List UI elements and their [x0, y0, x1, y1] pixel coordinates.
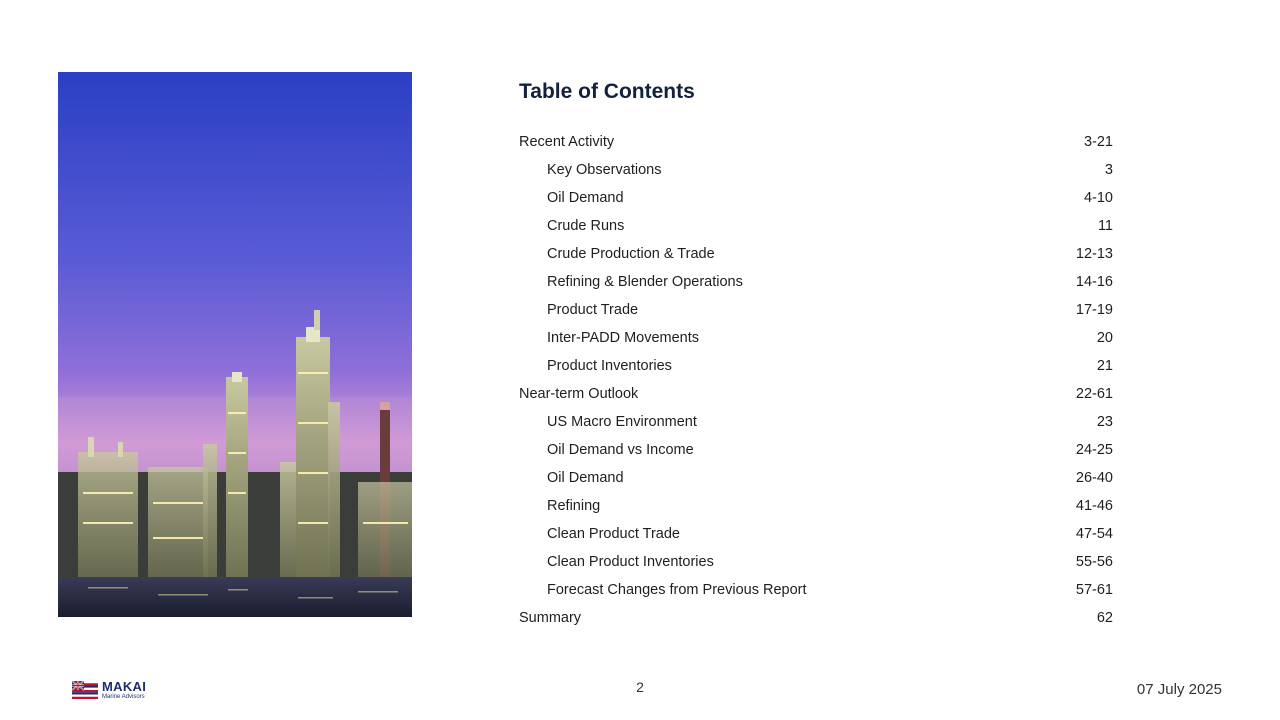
toc-entry-pages: 14-16 — [1075, 274, 1113, 290]
toc-entry[interactable] — [519, 268, 1113, 296]
toc-entry[interactable] — [519, 212, 1113, 240]
toc-entry-label: Key Observations — [547, 162, 662, 178]
toc-entry-label: Clean Product Inventories — [547, 554, 714, 570]
toc-entry-pages: 20 — [1096, 330, 1113, 346]
toc-entry-label: Crude Production & Trade — [547, 246, 715, 262]
toc-entry-label: Oil Demand — [547, 470, 624, 486]
toc-entry-pages: 23 — [1096, 414, 1113, 430]
toc-entry[interactable] — [519, 380, 1113, 408]
toc-entry[interactable] — [519, 436, 1113, 464]
toc-entry[interactable] — [519, 324, 1113, 352]
toc-entry-pages: 21 — [1096, 358, 1113, 374]
toc-entry-pages: 57-61 — [1075, 582, 1113, 598]
toc-entry-label: Crude Runs — [547, 218, 625, 234]
toc-entry-label: Clean Product Trade — [547, 526, 680, 542]
report-date: 07 July 2025 — [1136, 681, 1222, 698]
toc-entry-pages: 12-13 — [1075, 246, 1113, 262]
toc-entry-label: Oil Demand — [547, 190, 624, 206]
toc-entry-pages: 11 — [1097, 218, 1113, 234]
toc-entry-pages: 26-40 — [1075, 470, 1113, 486]
makai-logo — [72, 679, 172, 703]
toc-entry[interactable] — [519, 604, 1113, 632]
toc-entry-pages: 24-25 — [1075, 442, 1113, 458]
toc-entry[interactable] — [519, 576, 1113, 604]
toc-entry-label: Refining & Blender Operations — [547, 274, 743, 290]
toc-entry-pages: 22-61 — [1075, 386, 1113, 402]
toc-entry[interactable] — [519, 184, 1113, 212]
toc-entry[interactable] — [519, 548, 1113, 576]
toc-entry-pages: 41-46 — [1075, 498, 1113, 514]
toc-entry[interactable] — [519, 408, 1113, 436]
hawaii-flag-icon — [72, 681, 98, 699]
toc-entry-pages: 62 — [1096, 610, 1113, 626]
toc-entry-pages: 17-19 — [1075, 302, 1113, 318]
toc-entry[interactable] — [519, 464, 1113, 492]
refinery-photo — [58, 72, 412, 617]
toc-entry-pages: 3 — [1104, 162, 1113, 178]
toc-entry-pages: 47-54 — [1075, 526, 1113, 542]
toc-entry-pages: 3-21 — [1083, 134, 1113, 150]
toc-entry[interactable] — [519, 240, 1113, 268]
toc-entry[interactable] — [519, 156, 1113, 184]
toc-entry-label: Inter-PADD Movements — [547, 330, 700, 346]
toc-entry-label: US Macro Environment — [547, 414, 697, 430]
toc-entry-label: Oil Demand vs Income — [547, 442, 694, 458]
toc-entry-label: Summary — [519, 610, 582, 626]
toc-entry[interactable] — [519, 520, 1113, 548]
toc-entry[interactable] — [519, 352, 1113, 380]
toc-entry-label: Product Trade — [547, 302, 639, 318]
toc-entry-label: Refining — [547, 498, 601, 514]
toc-entry-pages: 55-56 — [1075, 554, 1113, 570]
logo-name: MAKAI — [102, 679, 147, 694]
toc-entry[interactable] — [519, 296, 1113, 324]
toc-entry-pages: 4-10 — [1083, 190, 1113, 206]
toc-entry-label: Product Inventories — [547, 358, 672, 374]
page-number: 2 — [636, 679, 644, 695]
toc-entry[interactable] — [519, 492, 1113, 520]
logo-subtitle: Marine Advisors — [102, 694, 145, 700]
toc-list — [519, 128, 1113, 632]
toc-entry-label: Recent Activity — [519, 134, 615, 150]
toc-entry[interactable] — [519, 128, 1113, 156]
toc-entry-label: Near-term Outlook — [519, 386, 639, 402]
toc-title: Table of Contents — [519, 80, 695, 103]
toc-entry-label: Forecast Changes from Previous Report — [547, 582, 807, 598]
